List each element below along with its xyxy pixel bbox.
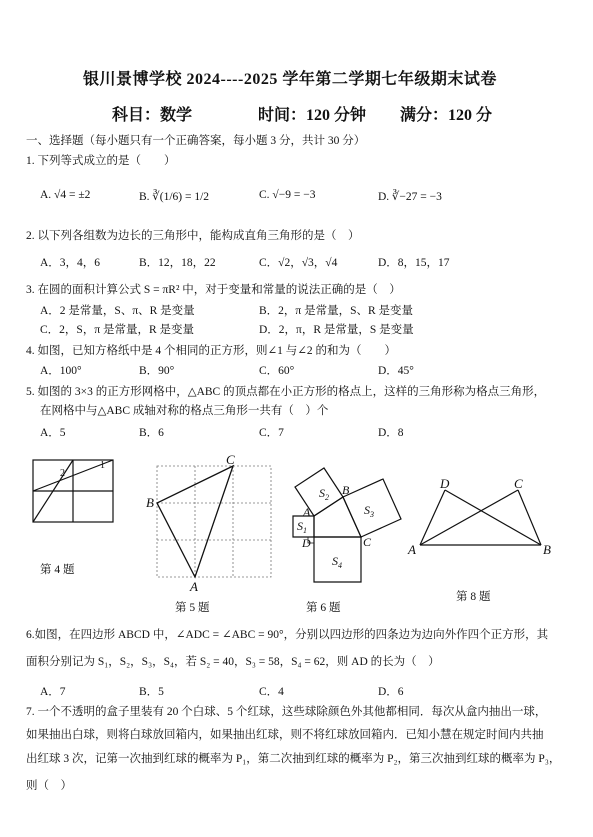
fig5-vertex-b: B [146,495,154,510]
question-2-option-a: A．3，4，6 [40,257,101,269]
fig6-label-s1: $S_1$ [297,519,307,535]
question-5-line-1: 5. 如图的 3×3 的正方形网格中，△ABC 的顶点都在小正方形的格点上，这样的三角形称为格点三角形， [26,386,546,398]
section-heading: 一、选择题（每小题只有一个正确答案，每小题 3 分，共计 30 分） [26,135,366,147]
question-2-option-b: B．12，18，22 [139,257,216,269]
question-7-line-4: 则（ ） [26,780,72,792]
question-6-line-1: 6.如图，在四边形 ABCD 中，∠ADC = ∠ABC = 90°，分别以四边形的四条边为边向外作四个正方形，其 [26,629,549,641]
question-4-option-d: D．45° [378,365,414,377]
question-6-option-a: A．7 [40,686,66,698]
fig6-label-s2: $S_2$ [319,486,329,502]
question-1-option-a: A. √4 = ±2 [40,189,91,201]
fig6-vertex-a: A [303,505,311,519]
figure-4-caption: 第 4 题 [40,564,75,576]
fig8-segment-bc [518,490,541,545]
question-2-option-c: C．√2，√3，√4 [259,257,338,269]
question-4-option-b: B．90° [139,365,175,377]
fig6-square-s3 [343,479,401,537]
exam-title: 银川景博学校 2024----2025 学年第二学期七年级期末试卷 [83,71,497,88]
score-label: 满分：120 分 [400,107,493,124]
fig6-vertex-d: D [302,536,311,550]
fig8-vertex-b: B [543,542,551,557]
fig5-vertex-c: C [226,452,235,467]
question-1-stem: 1. 下列等式成立的是（ ） [26,155,176,167]
figure-5-caption: 第 5 题 [175,602,210,614]
question-3-stem: 3. 在圆的面积计算公式 S = πR² 中，对于变量和常量的说法正确的是（ ） [26,284,401,296]
question-1-option-d: D. ∛−27 = −3 [378,191,442,203]
question-3-option-a: A．2 是常量，S、π、R 是变量 [40,305,195,317]
question-1-option-c: C. √−9 = −3 [259,189,316,201]
fig4-angle-2-label: 2 [60,468,65,479]
question-3-option-c: C．2，S，π 是常量，R 是变量 [40,324,195,336]
question-4-option-a: A．100° [40,365,82,377]
fig6-label-s3: $S_3$ [364,503,374,519]
fig6-vertex-c: C [363,535,372,549]
figure-8 [420,490,541,545]
figure-8-caption: 第 8 题 [456,591,491,603]
question-5-line-2: 在网格中与△ABC 成轴对称的格点三角形一共有（ ）个 [40,405,329,417]
fig8-segment-ad [420,490,445,545]
fig6-vertex-b: B [342,483,350,497]
question-3-option-d: D．2，π，R 是常量，S 是变量 [259,324,414,336]
question-2-stem: 2. 以下列各组数为边长的三角形中，能构成直角三角形的是（ ） [26,230,360,242]
question-5-option-c: C．7 [259,427,284,439]
figure-6-caption: 第 6 题 [306,602,341,614]
fig6-label-s4: $S_4$ [332,554,342,570]
fig8-vertex-d: D [440,476,450,491]
question-7-line-1: 7. 一个不透明的盒子里装有 20 个白球、5 个红球，这些球除颜色外其他都相同．每次从盒内抽出一球， [26,706,547,718]
fig8-segment-bd [445,490,541,545]
fig8-vertex-c: C [514,476,523,491]
question-2-option-d: D．8，15，17 [378,257,450,269]
question-6-option-d: D．6 [378,686,404,698]
question-7-line-3: 出红球 3 次，记第一次抽到红球的概率为 P₁，第二次抽到红球的概率为 P₂，第三次抽到红球的概率为 P₃， [26,753,561,765]
question-5-option-a: A．5 [40,427,66,439]
question-7-line-2: 如果抽出白球，则将白球放回箱内，如果抽出红球，则不将红球放回箱内．已知小慧在规定时间内共抽 [26,729,544,741]
question-6-option-b: B．5 [139,686,164,698]
fig8-vertex-a: A [408,542,416,557]
question-6-line-2: 面积分别记为 S₁，S₂，S₃，S₄，若 S₂ = 40，S₃ = 58，S₄ = 62，则 AD 的长为（ ） [26,656,440,668]
question-3-option-b: B．2，π 是常量，S、R 是变量 [259,305,414,317]
question-5-option-b: B．6 [139,427,164,439]
question-1-option-b: B. ∛(1/6) = 1/2 [139,191,210,203]
fig4-angle-1-label: 1 [100,460,105,471]
subject-label: 科目：数学 [112,107,193,124]
question-5-option-d: D．8 [378,427,404,439]
question-4-option-c: C．60° [259,365,295,377]
time-label: 时间：120 分钟 [258,107,367,124]
question-4-stem: 4. 如图，已知方格纸中是 4 个相同的正方形，则∠1 与∠2 的和为（ ） [26,345,397,357]
fig8-segment-ac [420,490,518,545]
fig6-quadrilateral-abcd [314,497,361,537]
question-6-option-c: C．4 [259,686,284,698]
fig5-vertex-a: A [190,579,198,594]
figure-5 [157,466,271,577]
